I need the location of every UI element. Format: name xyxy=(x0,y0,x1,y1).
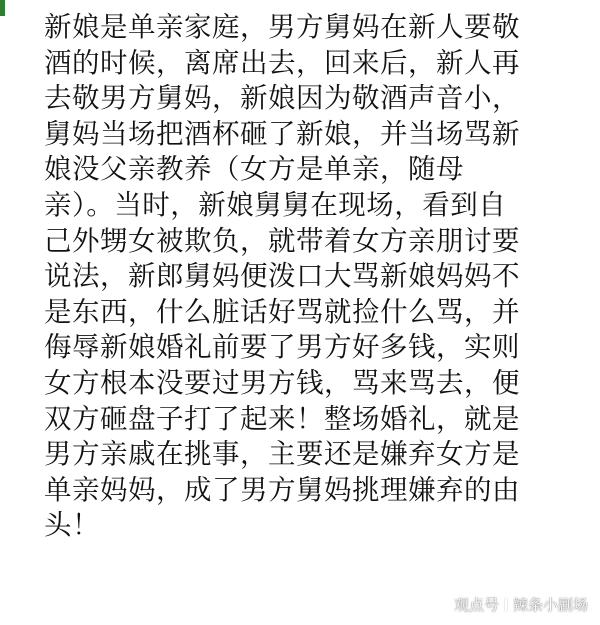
watermark-platform: 观点号 xyxy=(453,596,499,614)
post-text-line: 双方砸盘子打了起来！整场婚礼，就是 xyxy=(44,402,520,435)
post-text-line: 说法，新郎舅妈便泼口大骂新娘妈妈不 xyxy=(44,260,520,293)
watermark xyxy=(454,594,588,615)
corner-accent-mark xyxy=(0,0,5,16)
post-text xyxy=(44,10,584,544)
post-text-line: 男方亲戚在挑事，主要还是嫌弃女方是 xyxy=(44,438,520,471)
post-text-line: 酒的时候，离席出去，回来后，新人再 xyxy=(44,46,520,79)
post-text-line: 去敬男方舅妈，新娘因为敬酒声音小， xyxy=(44,82,520,115)
watermark-divider xyxy=(505,598,507,611)
post-text-line: 单亲妈妈，成了男方舅妈挑理嫌弃的由 xyxy=(44,473,520,506)
post-text-line: 新娘是单亲家庭，男方舅妈在新人要敬 xyxy=(44,11,520,43)
post-text-line: 娘没父亲教养（女方是单亲，随母 xyxy=(44,153,464,186)
post-text-line: 是东西，什么脏话好骂就捡什么骂，并 xyxy=(44,295,520,328)
post-text-line: 侮辱新娘婚礼前要了男方好多钱，实则 xyxy=(44,331,520,364)
watermark-account: 辣条小剧场 xyxy=(512,596,588,614)
post-text-line: 女方根本没要过男方钱，骂来骂去，便 xyxy=(44,366,520,399)
post-text-line: 头！ xyxy=(44,509,100,542)
post-text-line: 舅妈当场把酒杯砸了新娘，并当场骂新 xyxy=(44,117,520,150)
post-text-line: 亲）。当时，新娘舅舅在现场，看到自 xyxy=(44,188,507,221)
post-text-line: 己外甥女被欺负，就带着女方亲朋讨要 xyxy=(44,224,520,257)
